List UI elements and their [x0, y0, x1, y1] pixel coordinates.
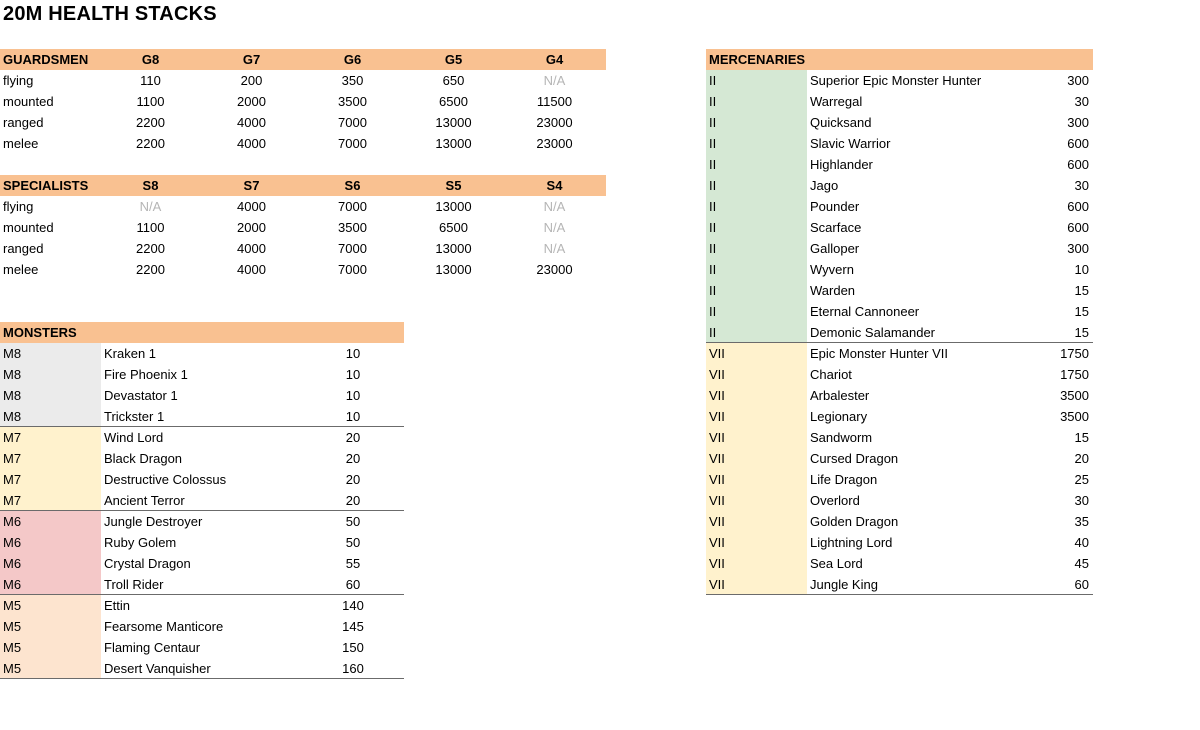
table-row — [0, 616, 404, 637]
health-value: 11500 — [536, 94, 573, 109]
tier-label: M5 — [0, 637, 101, 658]
tier-label: M5 — [0, 658, 101, 678]
table-row — [0, 364, 404, 385]
count-value: 150 — [342, 640, 364, 655]
health-value: 1100 — [136, 220, 165, 235]
mercenaries-table — [706, 49, 1093, 595]
tier-label: II — [706, 217, 807, 238]
table-row — [706, 448, 1093, 469]
unit-name: Fire Phoenix 1 — [104, 367, 188, 382]
tier-label: M7 — [0, 490, 101, 510]
tier-label: II — [706, 259, 807, 280]
unit-name: Epic Monster Hunter VII — [810, 346, 948, 361]
unit-name: Warregal — [810, 94, 863, 109]
health-value: 650 — [442, 73, 465, 88]
count-value: 600 — [1067, 136, 1089, 151]
health-value: 4000 — [237, 262, 266, 277]
tier-label: VII — [706, 490, 807, 511]
health-value: 13000 — [435, 262, 472, 277]
health-value: N/A — [543, 241, 566, 256]
tier-label: M6 — [0, 553, 101, 574]
health-value: 2200 — [136, 262, 165, 277]
table-row — [706, 91, 1093, 112]
specialists-header-cell: S5 — [445, 178, 462, 193]
page-title: 20M HEALTH STACKS — [3, 3, 217, 25]
table-row — [706, 511, 1093, 532]
unit-type-label: flying — [3, 73, 34, 88]
count-value: 50 — [345, 514, 361, 529]
health-value: N/A — [543, 73, 566, 88]
count-value: 10 — [345, 346, 361, 361]
health-value: 3500 — [338, 94, 367, 109]
tier-label: VII — [706, 385, 807, 406]
count-value: 15 — [1074, 325, 1089, 340]
unit-name: Ruby Golem — [104, 535, 177, 550]
unit-name: Quicksand — [810, 115, 872, 130]
guardsmen-header-cell: G8 — [141, 52, 160, 67]
table-row — [0, 385, 404, 406]
health-value: 7000 — [338, 199, 367, 214]
count-value: 20 — [345, 430, 361, 445]
count-value: 25 — [1074, 472, 1089, 487]
tier-label: M6 — [0, 574, 101, 594]
table-row — [0, 595, 404, 616]
table-row — [0, 490, 404, 511]
tier-label: M8 — [0, 385, 101, 406]
health-value: 23000 — [536, 115, 573, 130]
guardsmen-header-row — [0, 49, 606, 70]
unit-name: Scarface — [810, 220, 862, 235]
tier-label: II — [706, 91, 807, 112]
table-row — [0, 112, 606, 133]
table-row — [0, 448, 404, 469]
unit-name: Sandworm — [810, 430, 873, 445]
specialists-header-cell: S6 — [344, 178, 361, 193]
guardsmen-table — [0, 49, 606, 154]
table-row — [0, 637, 404, 658]
table-row — [706, 154, 1093, 175]
tier-label: II — [706, 154, 807, 175]
unit-type-label: ranged — [3, 241, 44, 256]
specialists-header-row — [0, 175, 606, 196]
table-row — [0, 406, 404, 427]
health-value: N/A — [543, 220, 566, 235]
count-value: 10 — [1074, 262, 1089, 277]
table-row — [706, 259, 1093, 280]
tier-label: M8 — [0, 364, 101, 385]
health-value: 13000 — [435, 115, 472, 130]
mercenaries-header-row — [706, 49, 1093, 70]
unit-name: Demonic Salamander — [810, 325, 936, 340]
unit-type-label: ranged — [3, 115, 44, 130]
unit-name: Lightning Lord — [810, 535, 893, 550]
health-value: 4000 — [237, 136, 266, 151]
table-row — [706, 406, 1093, 427]
health-value: 2000 — [237, 220, 266, 235]
health-value: N/A — [139, 199, 162, 214]
unit-name: Jungle Destroyer — [104, 514, 203, 529]
table-row — [706, 70, 1093, 91]
health-value: 13000 — [435, 136, 472, 151]
specialists-header-cell: SPECIALISTS — [3, 178, 89, 193]
unit-type-label: flying — [3, 199, 34, 214]
tier-label: II — [706, 301, 807, 322]
guardsmen-header-cell: G5 — [444, 52, 463, 67]
unit-name: Ancient Terror — [104, 493, 185, 508]
health-value: 4000 — [237, 115, 266, 130]
table-row — [706, 217, 1093, 238]
count-value: 3500 — [1060, 388, 1089, 403]
health-value: 110 — [140, 73, 161, 88]
unit-name: Arbalester — [810, 388, 870, 403]
unit-name: Destructive Colossus — [104, 472, 227, 487]
tier-label: VII — [706, 406, 807, 427]
count-value: 30 — [1074, 178, 1089, 193]
unit-name: Wind Lord — [104, 430, 164, 445]
tier-label: VII — [706, 574, 807, 594]
unit-name: Ettin — [104, 598, 131, 613]
table-row — [706, 553, 1093, 574]
unit-name: Jago — [810, 178, 839, 193]
guardsmen-header-cell: G6 — [343, 52, 362, 67]
unit-name: Superior Epic Monster Hunter — [810, 73, 982, 88]
health-value: 4000 — [237, 241, 266, 256]
tier-label: II — [706, 322, 807, 342]
unit-name: Fearsome Manticore — [104, 619, 224, 634]
table-row — [0, 532, 404, 553]
tier-label: II — [706, 196, 807, 217]
tier-label: II — [706, 175, 807, 196]
health-value: 7000 — [338, 262, 367, 277]
count-value: 140 — [342, 598, 364, 613]
health-value: 350 — [341, 73, 364, 88]
table-row — [0, 511, 404, 532]
health-value: 13000 — [435, 199, 472, 214]
unit-name: Sea Lord — [810, 556, 863, 571]
tier-label: VII — [706, 448, 807, 469]
count-value: 10 — [345, 409, 361, 424]
count-value: 30 — [1074, 94, 1089, 109]
count-value: 3500 — [1060, 409, 1089, 424]
table-row — [0, 70, 606, 91]
count-value: 1750 — [1060, 367, 1089, 382]
table-row — [0, 574, 404, 595]
unit-name: Life Dragon — [810, 472, 878, 487]
count-value: 40 — [1074, 535, 1089, 550]
tier-label: VII — [706, 343, 807, 364]
table-row — [0, 427, 404, 448]
guardsmen-header-cell: GUARDSMEN — [3, 52, 89, 67]
specialists-header-cell: S4 — [546, 178, 563, 193]
health-value: 6500 — [439, 220, 468, 235]
table-row — [706, 175, 1093, 196]
table-row — [706, 385, 1093, 406]
count-value: 300 — [1067, 241, 1089, 256]
unit-name: Legionary — [810, 409, 868, 424]
monsters-header-row — [0, 322, 404, 343]
tier-label: M5 — [0, 616, 101, 637]
unit-name: Golden Dragon — [810, 514, 899, 529]
tier-label: VII — [706, 511, 807, 532]
unit-name: Galloper — [810, 241, 860, 256]
specialists-table — [0, 175, 606, 280]
unit-name: Desert Vanquisher — [104, 661, 211, 676]
unit-name: Slavic Warrior — [810, 136, 891, 151]
guardsmen-header-cell: G7 — [242, 52, 261, 67]
health-value: 23000 — [536, 136, 573, 151]
table-row — [0, 217, 606, 238]
tier-label: M5 — [0, 595, 101, 616]
tier-label: II — [706, 238, 807, 259]
count-value: 300 — [1067, 115, 1089, 130]
tier-label: M7 — [0, 448, 101, 469]
tier-label: VII — [706, 469, 807, 490]
health-value: 13000 — [435, 241, 472, 256]
unit-name: Eternal Cannoneer — [810, 304, 920, 319]
health-value: 23000 — [536, 262, 573, 277]
unit-name: Troll Rider — [104, 577, 164, 592]
count-value: 15 — [1074, 283, 1089, 298]
table-row — [706, 322, 1093, 343]
health-value: 4000 — [237, 199, 266, 214]
guardsmen-header-cell: G4 — [545, 52, 564, 67]
tier-label: VII — [706, 427, 807, 448]
unit-name: Flaming Centaur — [104, 640, 201, 655]
table-row — [0, 259, 606, 280]
health-value: 6500 — [439, 94, 468, 109]
table-row — [706, 301, 1093, 322]
unit-type-label: melee — [3, 136, 39, 151]
specialists-header-cell: S8 — [142, 178, 159, 193]
count-value: 35 — [1074, 514, 1089, 529]
health-value: 7000 — [338, 241, 367, 256]
count-value: 160 — [342, 661, 364, 676]
table-row — [0, 658, 404, 679]
unit-name: Highlander — [810, 157, 873, 172]
count-value: 600 — [1067, 157, 1089, 172]
table-row — [706, 112, 1093, 133]
count-value: 30 — [1074, 493, 1089, 508]
health-value: 2200 — [136, 115, 165, 130]
count-value: 20 — [1074, 451, 1089, 466]
table-row — [0, 553, 404, 574]
count-value: 300 — [1067, 73, 1089, 88]
count-value: 20 — [345, 472, 361, 487]
unit-name: Warden — [810, 283, 856, 298]
table-row — [706, 532, 1093, 553]
tier-label: M8 — [0, 406, 101, 426]
unit-name: Trickster 1 — [104, 409, 165, 424]
tier-label: M7 — [0, 469, 101, 490]
count-value: 1750 — [1060, 346, 1089, 361]
unit-name: Kraken 1 — [104, 346, 157, 361]
table-row — [0, 238, 606, 259]
tier-label: II — [706, 133, 807, 154]
table-row — [0, 469, 404, 490]
count-value: 60 — [345, 577, 361, 592]
count-value: 145 — [342, 619, 364, 634]
tier-label: VII — [706, 553, 807, 574]
count-value: 600 — [1067, 199, 1089, 214]
health-value: 2200 — [136, 241, 165, 256]
count-value: 10 — [345, 367, 361, 382]
tier-label: M8 — [0, 343, 101, 364]
unit-name: Devastator 1 — [104, 388, 178, 403]
count-value: 55 — [345, 556, 361, 571]
count-value: 20 — [345, 451, 361, 466]
health-value: 7000 — [338, 136, 367, 151]
table-row — [0, 133, 606, 154]
unit-type-label: mounted — [3, 94, 54, 109]
table-row — [706, 364, 1093, 385]
count-value: 10 — [345, 388, 361, 403]
tier-label: VII — [706, 364, 807, 385]
unit-name: Jungle King — [810, 577, 878, 592]
table-row — [706, 427, 1093, 448]
count-value: 60 — [1074, 577, 1089, 592]
table-row — [706, 574, 1093, 595]
table-row — [706, 196, 1093, 217]
count-value: 15 — [1074, 304, 1089, 319]
health-value: 2000 — [237, 94, 266, 109]
unit-name: Wyvern — [810, 262, 854, 277]
health-value: 3500 — [338, 220, 367, 235]
monsters-table — [0, 322, 404, 679]
count-value: 20 — [345, 493, 361, 508]
table-row — [0, 343, 404, 364]
tier-label: M6 — [0, 511, 101, 532]
table-row — [706, 343, 1093, 364]
specialists-header-cell: S7 — [243, 178, 260, 193]
unit-type-label: melee — [3, 262, 39, 277]
table-row — [706, 490, 1093, 511]
tier-label: M6 — [0, 532, 101, 553]
table-row — [706, 469, 1093, 490]
count-value: 600 — [1067, 220, 1089, 235]
health-value: N/A — [543, 199, 566, 214]
unit-name: Crystal Dragon — [104, 556, 191, 571]
health-value: 7000 — [338, 115, 367, 130]
health-value: 1100 — [136, 94, 165, 109]
unit-name: Overlord — [810, 493, 860, 508]
table-row — [706, 133, 1093, 154]
unit-name: Cursed Dragon — [810, 451, 899, 466]
table-row — [0, 91, 606, 112]
tier-label: II — [706, 112, 807, 133]
tier-label: VII — [706, 532, 807, 553]
count-value: 50 — [345, 535, 361, 550]
tier-label: II — [706, 280, 807, 301]
health-value: 200 — [240, 73, 263, 88]
table-row — [706, 238, 1093, 259]
unit-name: Black Dragon — [104, 451, 183, 466]
count-value: 45 — [1074, 556, 1089, 571]
monsters-header-cell: MONSTERS — [3, 325, 77, 340]
health-value: 2200 — [136, 136, 165, 151]
tier-label: II — [706, 70, 807, 91]
tier-label: M7 — [0, 427, 101, 448]
mercenaries-header-cell: MERCENARIES — [709, 52, 806, 67]
table-row — [706, 280, 1093, 301]
unit-type-label: mounted — [3, 220, 54, 235]
unit-name: Chariot — [810, 367, 852, 382]
table-row — [0, 196, 606, 217]
unit-name: Pounder — [810, 199, 860, 214]
count-value: 15 — [1074, 430, 1089, 445]
